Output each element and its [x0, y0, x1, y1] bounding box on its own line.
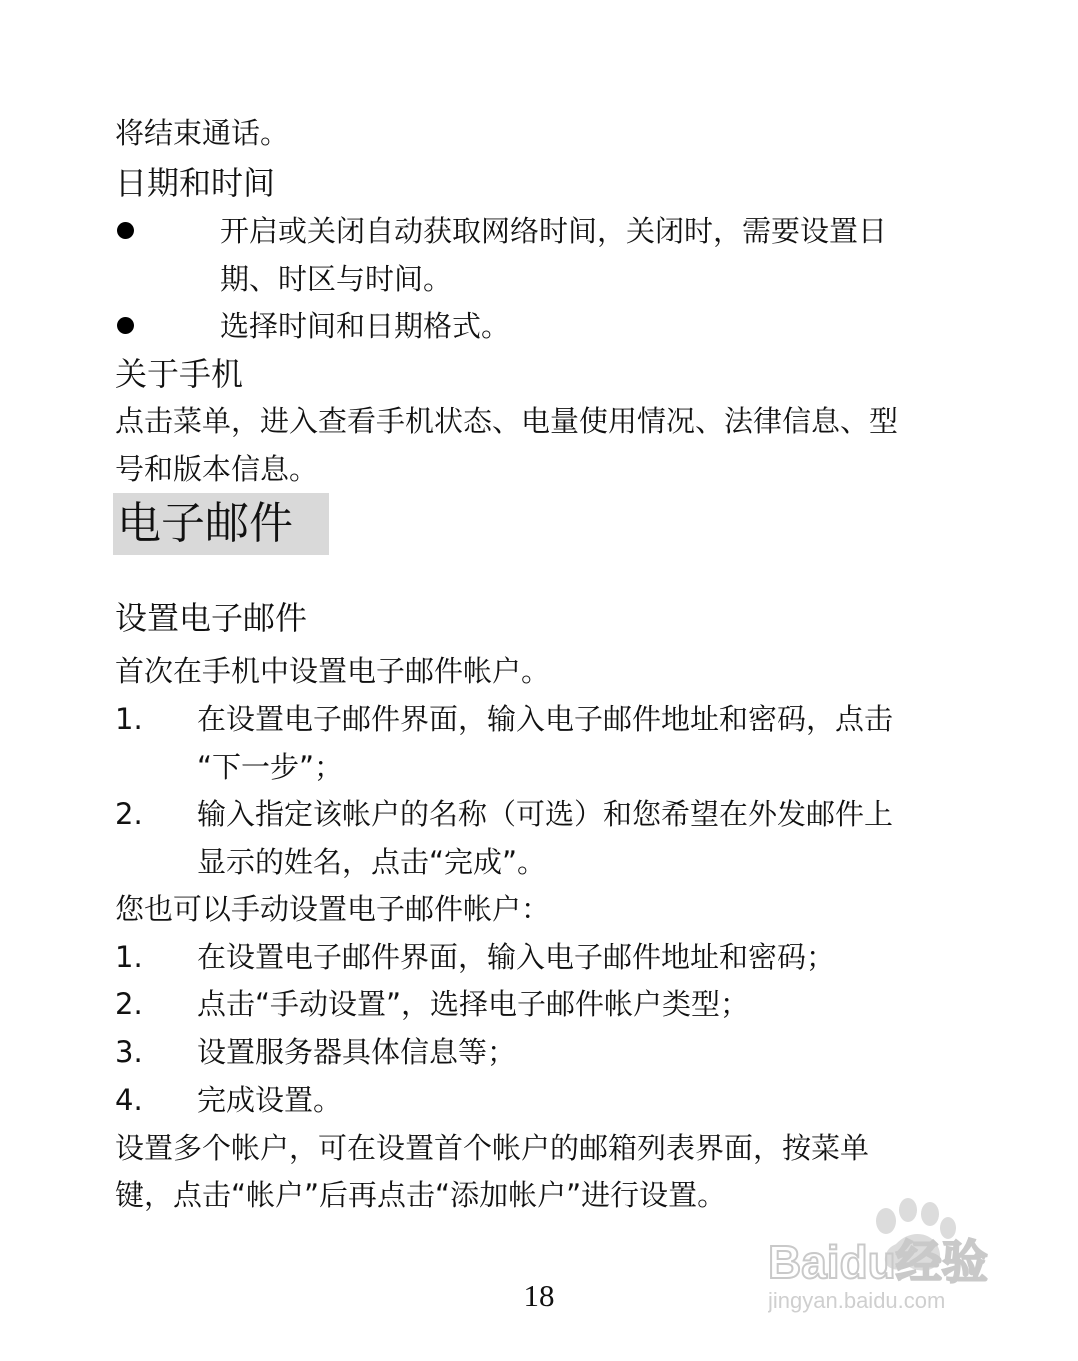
paragraph-multi-line2: 键，点击“帐户”后再点击“添加帐户”进行设置。	[115, 1178, 727, 1212]
paragraph-call-end: 将结束通话。	[115, 116, 290, 150]
paragraph-about-line1: 点击菜单，进入查看手机状态、电量使用情况、法律信息、型	[115, 404, 899, 438]
paragraph-multi-line1: 设置多个帐户，可在设置首个帐户的邮箱列表界面，按菜单	[115, 1131, 870, 1165]
step-text-line2: “下一步”；	[197, 750, 344, 784]
manual-step-text: 完成设置。	[197, 1083, 343, 1117]
bullet-item-auto-time-line2: 期、时区与时间。	[220, 262, 453, 296]
step-number: 1.	[115, 702, 143, 736]
step-text-line1: 在设置电子邮件界面，输入电子邮件地址和密码，点击	[197, 702, 894, 736]
manual-step-text: 在设置电子邮件界面，输入电子邮件地址和密码；	[197, 940, 836, 974]
bullet-item-format: 选择时间和日期格式。	[220, 309, 511, 343]
heading-setup-email: 设置电子邮件	[115, 599, 308, 637]
paragraph-setup-intro: 首次在手机中设置电子邮件帐户。	[115, 654, 551, 688]
paragraph-manual-intro: 您也可以手动设置电子邮件帐户：	[115, 892, 551, 926]
baidu-watermark-logo	[768, 1196, 1018, 1321]
step-number: 2.	[115, 797, 143, 831]
heading-about-phone: 关于手机	[115, 355, 244, 393]
watermark-logo-text: Baidu经验	[768, 1236, 988, 1288]
manual-step-number: 4.	[115, 1083, 143, 1117]
heading-date-time: 日期和时间	[115, 164, 276, 202]
paragraph-about-line2: 号和版本信息。	[115, 452, 319, 486]
manual-step-text: 设置服务器具体信息等；	[197, 1035, 517, 1069]
manual-step-number: 1.	[115, 940, 143, 974]
manual-step-number: 2.	[115, 987, 143, 1021]
bullet-icon	[117, 317, 134, 334]
manual-step-text: 点击“手动设置”，选择电子邮件帐户类型；	[197, 987, 750, 1021]
watermark-url: jingyan.baidu.com	[768, 1288, 946, 1313]
page-number: 18	[523, 1278, 555, 1313]
step-text-line1: 输入指定该帐户的名称（可选）和您希望在外发邮件上	[197, 797, 894, 831]
section-title-email: 电子邮件	[117, 498, 293, 549]
step-text-line2: 显示的姓名，点击“完成”。	[197, 845, 547, 879]
bullet-icon	[117, 222, 134, 239]
bullet-item-auto-time-line1: 开启或关闭自动获取网络时间，关闭时，需要设置日	[220, 214, 888, 248]
manual-step-number: 3.	[115, 1035, 143, 1069]
